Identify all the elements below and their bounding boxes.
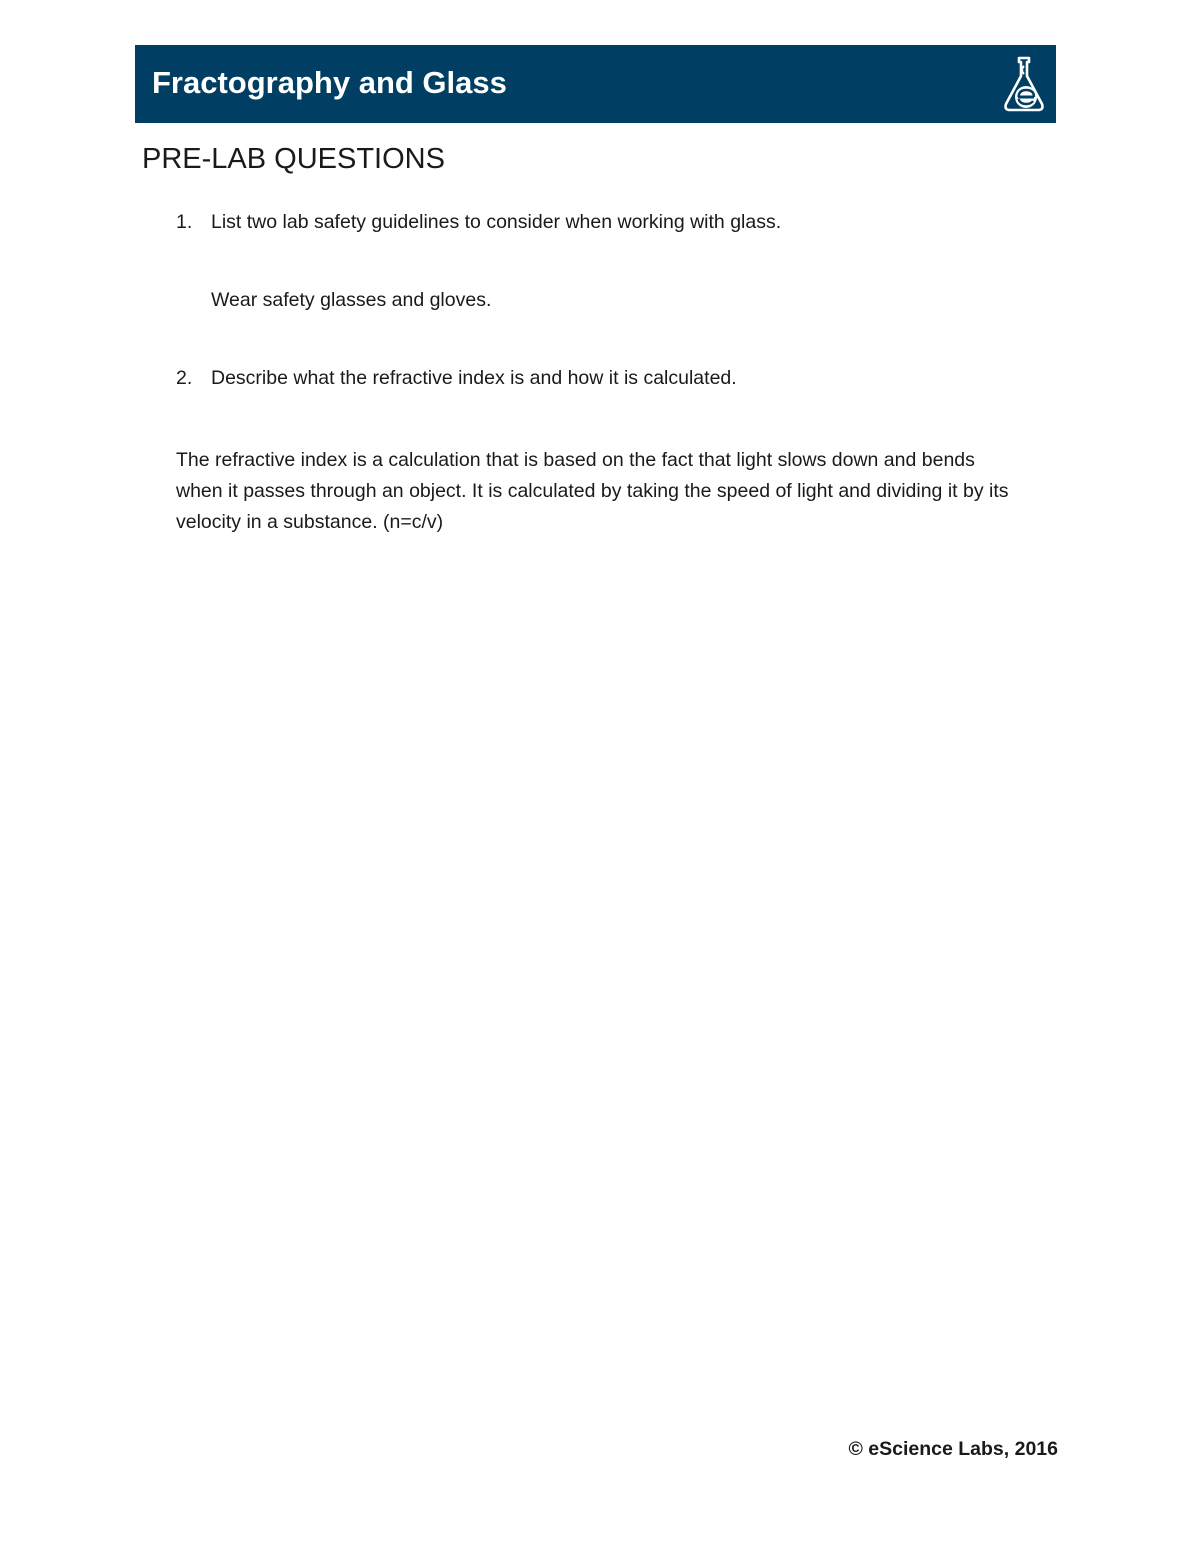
question-number: 1. <box>176 211 193 233</box>
question-text: Describe what the refractive index is and how it is calculated. <box>211 367 737 389</box>
flask-e-logo-icon <box>1000 54 1048 114</box>
header-banner <box>135 45 1056 123</box>
section-heading: PRE-LAB QUESTIONS <box>142 143 445 175</box>
document-title: Fractography and Glass <box>152 65 507 100</box>
answer-text: Wear safety glasses and gloves. <box>211 289 492 311</box>
question-text: List two lab safety guidelines to consider when working with glass. <box>211 211 782 233</box>
copyright-notice: © eScience Labs, 2016 <box>848 1438 1058 1460</box>
question-number: 2. <box>176 367 193 389</box>
answer-paragraph: The refractive index is a calculation that is based on the fact that light slows down and bends when it passes through an object. It is calculated by taking the speed of light and dividing it by its velocity in a substance. (n=c/v) <box>176 449 1009 533</box>
